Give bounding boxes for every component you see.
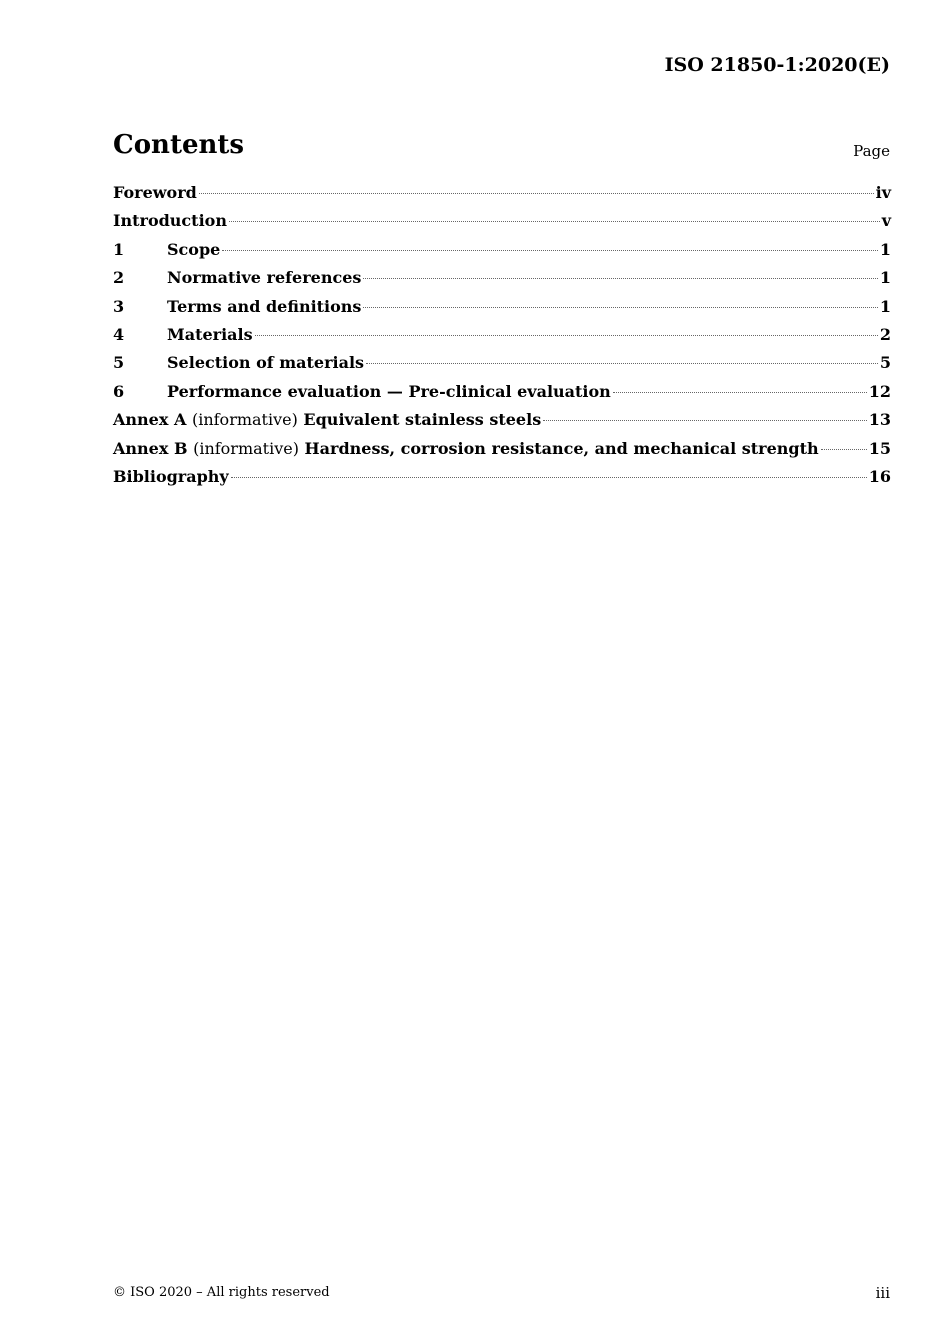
toc-entry-page: 1 (879, 268, 891, 288)
annex-title: Equivalent stainless steels (303, 410, 542, 430)
toc-entry-bibliography[interactable] (113, 467, 891, 495)
dot-leader (231, 477, 867, 478)
toc-entry-number: 2 (113, 268, 125, 288)
toc-entry-title[interactable]: Scope (167, 239, 221, 259)
document-id: ISO 21850-1:2020(E) (664, 54, 890, 76)
dot-leader (366, 363, 878, 364)
toc-entry-introduction[interactable] (113, 211, 891, 239)
page-column-label: Page (853, 142, 890, 160)
toc-entry-title[interactable]: Materials (167, 324, 253, 344)
contents-heading: Contents (113, 130, 245, 160)
toc-entry-number: 4 (113, 324, 125, 344)
annex-kind: (informative) (193, 438, 299, 458)
dot-leader (199, 193, 874, 194)
toc-entry-page: 13 (868, 410, 891, 430)
toc-entry-page: 15 (868, 438, 891, 458)
toc-entry-page: v (881, 211, 891, 231)
toc-entry-title[interactable]: Foreword (113, 183, 197, 202)
toc-entry-number: 5 (113, 353, 125, 373)
toc-entry-title[interactable]: Terms and definitions (167, 296, 362, 316)
toc-entry-title[interactable]: Bibliography (113, 466, 229, 486)
dot-leader (363, 278, 877, 279)
toc-entry-title[interactable]: Introduction (113, 211, 227, 231)
dot-leader (255, 335, 878, 336)
toc-entry-annex-b[interactable] (113, 439, 891, 467)
copyright-notice: © ISO 2020 – All rights reserved (113, 1285, 330, 1300)
toc-entry-foreword[interactable] (113, 183, 891, 211)
toc-entry-scope[interactable] (113, 240, 891, 268)
toc-entry-normative-references[interactable] (113, 268, 891, 296)
toc-entry-number: 3 (113, 296, 125, 316)
annex-kind: (informative) (191, 410, 298, 430)
toc-entry-materials[interactable] (113, 325, 891, 353)
toc-entry-annex-a[interactable] (113, 410, 891, 438)
annex-title: Hardness, corrosion resistance, and mechanical strength (304, 438, 819, 458)
toc-entry-page: 12 (868, 381, 891, 401)
page-number: iii (875, 1284, 890, 1302)
toc-entry-title[interactable]: Normative references (167, 268, 362, 288)
toc-entry-performance-evaluation[interactable] (113, 382, 891, 410)
dot-leader (543, 420, 867, 421)
toc-entry-title[interactable]: Performance evaluation — Pre-clinical evaluation (167, 381, 611, 401)
annex-label: Annex A (113, 410, 187, 430)
toc-entry-title[interactable] (113, 439, 819, 458)
toc-entry-number: 1 (113, 239, 125, 259)
toc-entry-page: 5 (879, 353, 891, 373)
toc-entry-title[interactable] (113, 410, 541, 429)
toc-entry-page: 1 (879, 296, 891, 316)
toc-entry-page: 2 (879, 324, 891, 344)
annex-label: Annex B (113, 438, 188, 458)
dot-leader (613, 392, 867, 393)
dot-leader (363, 307, 877, 308)
dot-leader (222, 250, 878, 251)
toc-entry-title[interactable]: Selection of materials (167, 353, 365, 373)
toc-entry-number: 6 (113, 381, 125, 401)
toc-entry-page: 1 (879, 239, 891, 259)
dot-leader (229, 221, 880, 222)
table-of-contents (113, 183, 891, 495)
toc-entry-selection-of-materials[interactable] (113, 353, 891, 381)
toc-entry-page: 16 (868, 466, 891, 486)
toc-entry-page: iv (875, 183, 891, 202)
dot-leader (821, 449, 867, 450)
toc-entry-terms-and-definitions[interactable] (113, 297, 891, 325)
